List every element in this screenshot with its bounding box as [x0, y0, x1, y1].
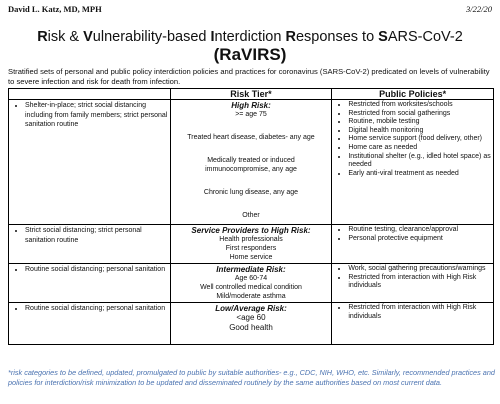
- tier-line: Home service: [229, 254, 273, 261]
- tier-cell: [170, 100, 332, 225]
- footnote: *risk categories to be defined, updated, promulgated to public by suitable authorities- e.g., CDC, NIH, WHO, etc. Similarly, recommended practices and policies for interdiction/risk minimization to be updated and disseminated routinely by the same authorities based on most current data.: [8, 368, 495, 387]
- title-line-2: (RaVIRS): [213, 45, 287, 64]
- document-header: [8, 4, 492, 16]
- list-item: • Restricted from interaction with High Risk individuals: [348, 304, 491, 321]
- list-item: • Personal protective equipment: [348, 235, 491, 244]
- tier-line: Good health: [229, 323, 273, 332]
- list-item: • Home care as needed: [348, 144, 491, 153]
- tier-label: High Risk:: [231, 101, 271, 110]
- tier-line: >= age 75: [235, 111, 267, 118]
- list-item: • Routine social distancing; personal sanitation: [25, 304, 168, 314]
- list-item: • Shelter-in-place; strict social distancing including from family members; strict personal sanitation routine: [25, 101, 168, 130]
- tier-line: Mild/moderate asthma: [216, 293, 286, 300]
- list-item: • Restricted from interaction with High Risk individuals: [348, 274, 491, 291]
- tier-label: Service Providers to High Risk:: [191, 226, 311, 235]
- list-item: • Strict social distancing; strict personal sanitation routine: [25, 226, 168, 245]
- tier-line: Other: [242, 212, 260, 219]
- tier-line: Treated heart disease, diabetes- any age: [187, 134, 315, 141]
- tier-line: Well controlled medical condition: [200, 284, 302, 291]
- personal-cell: [9, 100, 171, 225]
- tier-line: <age 60: [236, 313, 266, 322]
- tier-cell: [170, 303, 332, 345]
- list-item: • Digital health monitoring: [348, 127, 491, 136]
- tier-line: Chronic lung disease, any age: [203, 189, 299, 196]
- header-public-policies: Public Policies*: [332, 89, 494, 100]
- list-item: • Routine, mobile testing: [348, 118, 491, 127]
- table-row-high-risk: [9, 100, 494, 225]
- list-item: • Restricted from worksites/schools: [348, 101, 491, 110]
- list-item: • Routine testing, clearance/approval: [348, 226, 491, 235]
- tier-cell: [170, 225, 332, 264]
- policy-cell: [332, 303, 494, 345]
- personal-cell: [9, 303, 171, 345]
- policy-cell: [332, 264, 494, 303]
- list-item: • Home service support (food delivery, other): [348, 135, 491, 144]
- policy-cell: [332, 100, 494, 225]
- table-row-low-risk: [9, 303, 494, 345]
- table-row-intermediate-risk: [9, 264, 494, 303]
- personal-cell: [9, 225, 171, 264]
- tier-label: Intermediate Risk:: [216, 265, 286, 274]
- table-row-service-providers: [9, 225, 494, 264]
- personal-cell: [9, 264, 171, 303]
- date: 3/22/20: [466, 4, 492, 14]
- title-line-1: Risk & Vulnerability-based Interdiction Responses to SARS-CoV-2: [37, 29, 463, 45]
- author: David L. Katz, MD, MPH: [8, 4, 102, 14]
- tier-cell: [170, 264, 332, 303]
- list-item: • Early anti-viral treatment as needed: [348, 170, 491, 179]
- page-title: [0, 29, 500, 63]
- list-item: • Routine social distancing; personal sanitation: [25, 265, 168, 275]
- tier-line: Health professionals: [219, 236, 283, 243]
- list-item: • Restricted from social gatherings: [348, 110, 491, 119]
- tier-line: immunocompromise, any age: [205, 166, 297, 173]
- list-item: • Work, social gathering precautions/warnings: [348, 265, 491, 274]
- tier-label: Low/Average Risk:: [215, 304, 287, 313]
- tier-line: Age 60-74: [234, 275, 268, 282]
- risk-table: [8, 88, 494, 345]
- header-risk-tier: Risk Tier*: [170, 89, 332, 100]
- policy-cell: [332, 225, 494, 264]
- tier-line: Medically treated or induced: [207, 157, 295, 164]
- list-item: • Institutional shelter (e.g., idled hotel space) as needed: [348, 153, 491, 170]
- table-header-row: [9, 89, 494, 100]
- header-personal: [9, 89, 171, 100]
- tier-line: First responders: [225, 245, 277, 252]
- intro-text: Stratified sets of personal and public policy interdiction policies and practices for coronavirus (SARS-CoV-2) predicated on levels of vulnerability to severe infection and risk for death from infection.: [8, 67, 490, 86]
